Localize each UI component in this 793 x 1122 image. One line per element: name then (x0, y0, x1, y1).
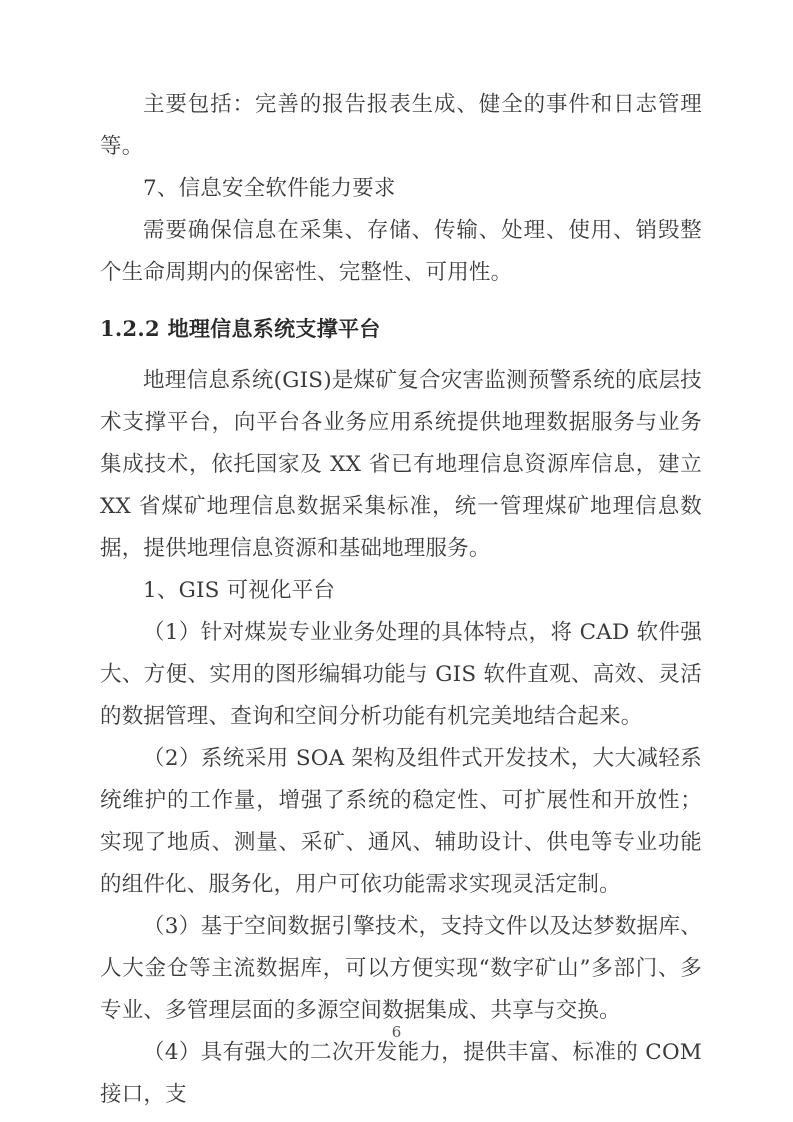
page-number-footer: 6 (391, 1023, 402, 1041)
paragraph-item-3-spatial-data-engine: （3）基于空间数据引擎技术，支持文件以及达梦数据库、人大金仓等主流数据库，可以方便实现“数字矿山”多部门、多专业、多管理层面的多源空间数据集成、共享与交换。 (100, 914, 702, 1023)
section-heading-1-2-2: 1.2.2 地理信息系统支撑平台 (100, 316, 381, 341)
paragraph-gis-overview: 地理信息系统(GIS)是煤矿复合灾害监测预警系统的底层技术支撑平台，向平台各业务应用系统提供地理数据服务与业务集成技术，依托国家及 XX 省已有地理信息资源库信息，建立 XX 省煤矿地理信息数据采集标准，统一管理煤矿地理信息数据，提供地理信息资源和基础地理服务。 (100, 368, 702, 561)
paragraph-item-4-secondary-development: （4）具有强大的二次开发能力，提供丰富、标准的 COM 接口，支 (100, 1040, 702, 1107)
paragraph-information-lifecycle: 需要确保信息在采集、存储、传输、处理、使用、销毁整个生命周期内的保密性、完整性、可用性。 (100, 218, 702, 285)
paragraph-item-1-gis-visualization: 1、GIS 可视化平台 (143, 578, 336, 603)
paragraph-item-1-cad-gis-integration: （1）针对煤炭专业业务处理的具体特点，将 CAD 软件强大、方便、实用的图形编辑功能与 GIS 软件直观、高效、灵活的数据管理、查询和空间分析功能有机完美地结合起来。 (100, 620, 702, 729)
heading-spacer-top (100, 294, 702, 308)
paragraph-item-2-soa-architecture: （2）系统采用 SOA 架构及组件式开发技术，大大减轻系统维护的工作量，增强了系统的稳定性、可扩展性和开放性；实现了地质、测量、采矿、通风、辅助设计、供电等专业功能的组件化、服务化，用户可依功能需求实现灵活定制。 (100, 746, 702, 897)
heading-spacer-bottom (100, 350, 702, 360)
paragraph-report-features: 主要包括：完善的报告报表生成、健全的事件和日志管理等。 (100, 92, 702, 159)
paragraph-item-7-security-software: 7、信息安全软件能力要求 (143, 176, 396, 201)
document-text-block (100, 84, 702, 1116)
